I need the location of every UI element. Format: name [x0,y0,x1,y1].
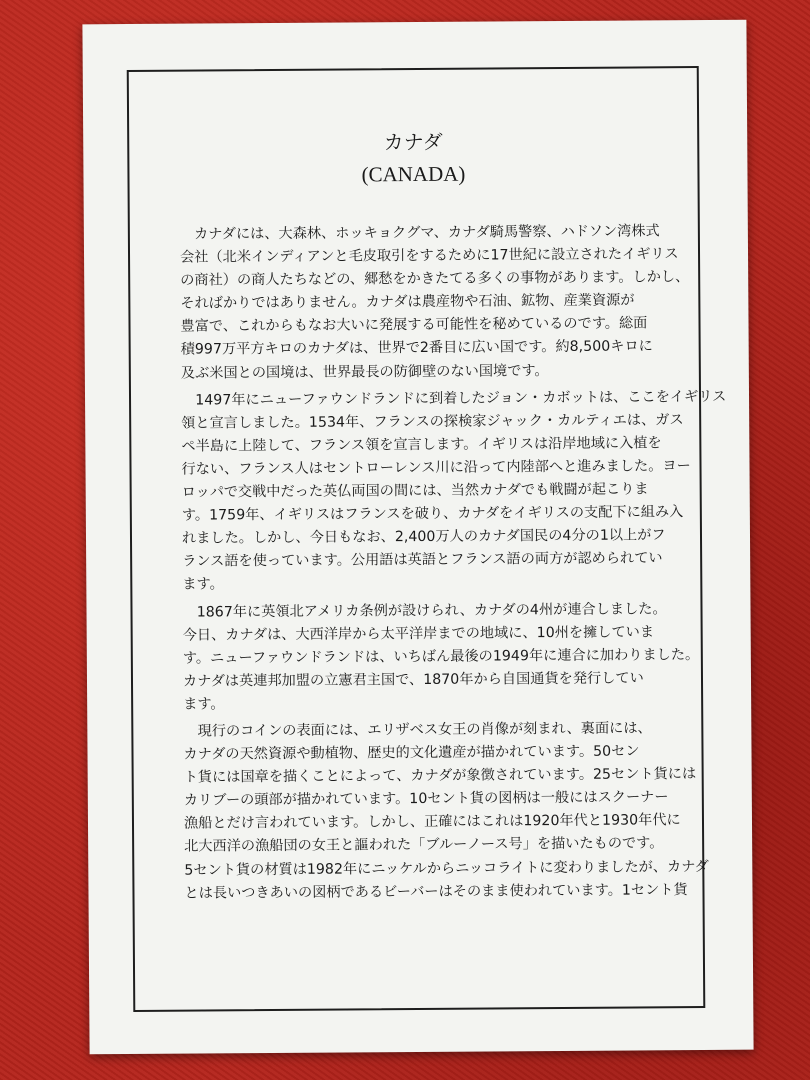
document-title: カナダ [383,129,443,155]
text-line: 5セント貨の材質は1982年にニッケルからニッコライトに変わりましたが、カナダ [184,858,709,879]
text-line: 行ない、フランス人はセントローレンス川に沿って内陸部へと進みました。ヨー [181,458,691,478]
text-line: 漁船とだけ言われています。しかし、正確にはこれは1920年代と1930年代に [183,812,681,832]
document-body [179,220,727,909]
text-line: ト貨には国章を描くことによって、カナダが象徴されています。25セント貨には [183,766,697,786]
text-line: ロッパで交戦中だった英仏両国の間には、当然カナダでも戦闘が起こりま [181,481,649,501]
text-line: 領と宣言しました。1534年、フランスの探検家ジャック・カルティエは、ガス [181,411,684,432]
text-line: 1867年に英領北アメリカ条例が設けられ、カナダの4州が連合しました。 [182,600,667,621]
document-frame [127,66,727,1012]
paragraph [179,220,690,385]
document-subtitle: (CANADA) [361,161,466,187]
text-line: ランス語を使っています。公用語は英語とフランス語の両方が認められてい [182,550,663,570]
text-line: ます。 [183,696,225,713]
text-line: カナダは英連邦加盟の立憲君主国で、1870年から自国通貨を発行してい [182,670,644,690]
text-line: 北大西洋の漁船団の女王と謳われた「ブルーノース号」を描いたものです。 [184,835,664,856]
text-line: 今日、カナダは、大西洋岸から太平洋岸までの地域に、10州を擁していま [182,623,655,644]
text-line: ペ半島に上陸して、フランス領を宣言します。イギリスは沿岸地域に入植を [181,435,662,455]
document-card [82,20,753,1055]
text-line: す。ニューファウンドランドは、いちばん最後の1949年に連合に加わりました。 [182,646,700,667]
paragraph [182,598,700,717]
text-line: 豊富で、これからもなお大いに発展する可能性を秘めているのです。総面 [180,315,648,336]
text-line: カナダには、大森林、ホッキョクグマ、カナダ騎馬警察、ハドソン湾株式 [179,223,660,243]
text-line: す。1759年、イギリスはフランスを破り、カナダをイギリスの支配下に組み入 [181,504,684,524]
paragraph [183,717,709,905]
paragraph [180,386,727,597]
text-line: 及ぶ米国との国境は、世界最長の防御壁のない国境です。 [180,362,549,382]
text-line: の商社）の商人たちなどの、郷愁をかきたてる多くの事物があります。しかし、 [180,269,690,289]
text-line: 現行のコインの表面には、エリザベス女王の肖像が刻まれ、裏面には、 [183,720,652,740]
text-line: 会社（北米インディアンと毛皮取引をするために17世紀に設立されたイギリス [179,246,679,266]
text-line: ます。 [182,576,224,594]
text-line: カリブーの頭部が描かれています。10セント貨の図柄は一般にはスクーナー [183,789,669,809]
text-line: そればかりではありません。カナダは農産物や石油、鉱物、産業資源が [180,292,635,312]
text-line: 積997万平方キロのカナダは、世界で2番目に広い国です。約8,500キロに [180,338,653,359]
text-line: 1497年にニューファウンドランドに到着したジョン・カボットは、ここをイギリス [180,388,727,409]
text-line: カナダの天然資源や動植物、歴史的文化遺産が描かれています。50セン [183,743,640,763]
text-line: とは長いつきあいの図柄であるビーバーはそのまま使われています。1セント貨 [184,881,688,902]
text-line: れました。しかし、今日もなお、2,400万人のカナダ国民の4分の1以上がフ [181,527,666,547]
